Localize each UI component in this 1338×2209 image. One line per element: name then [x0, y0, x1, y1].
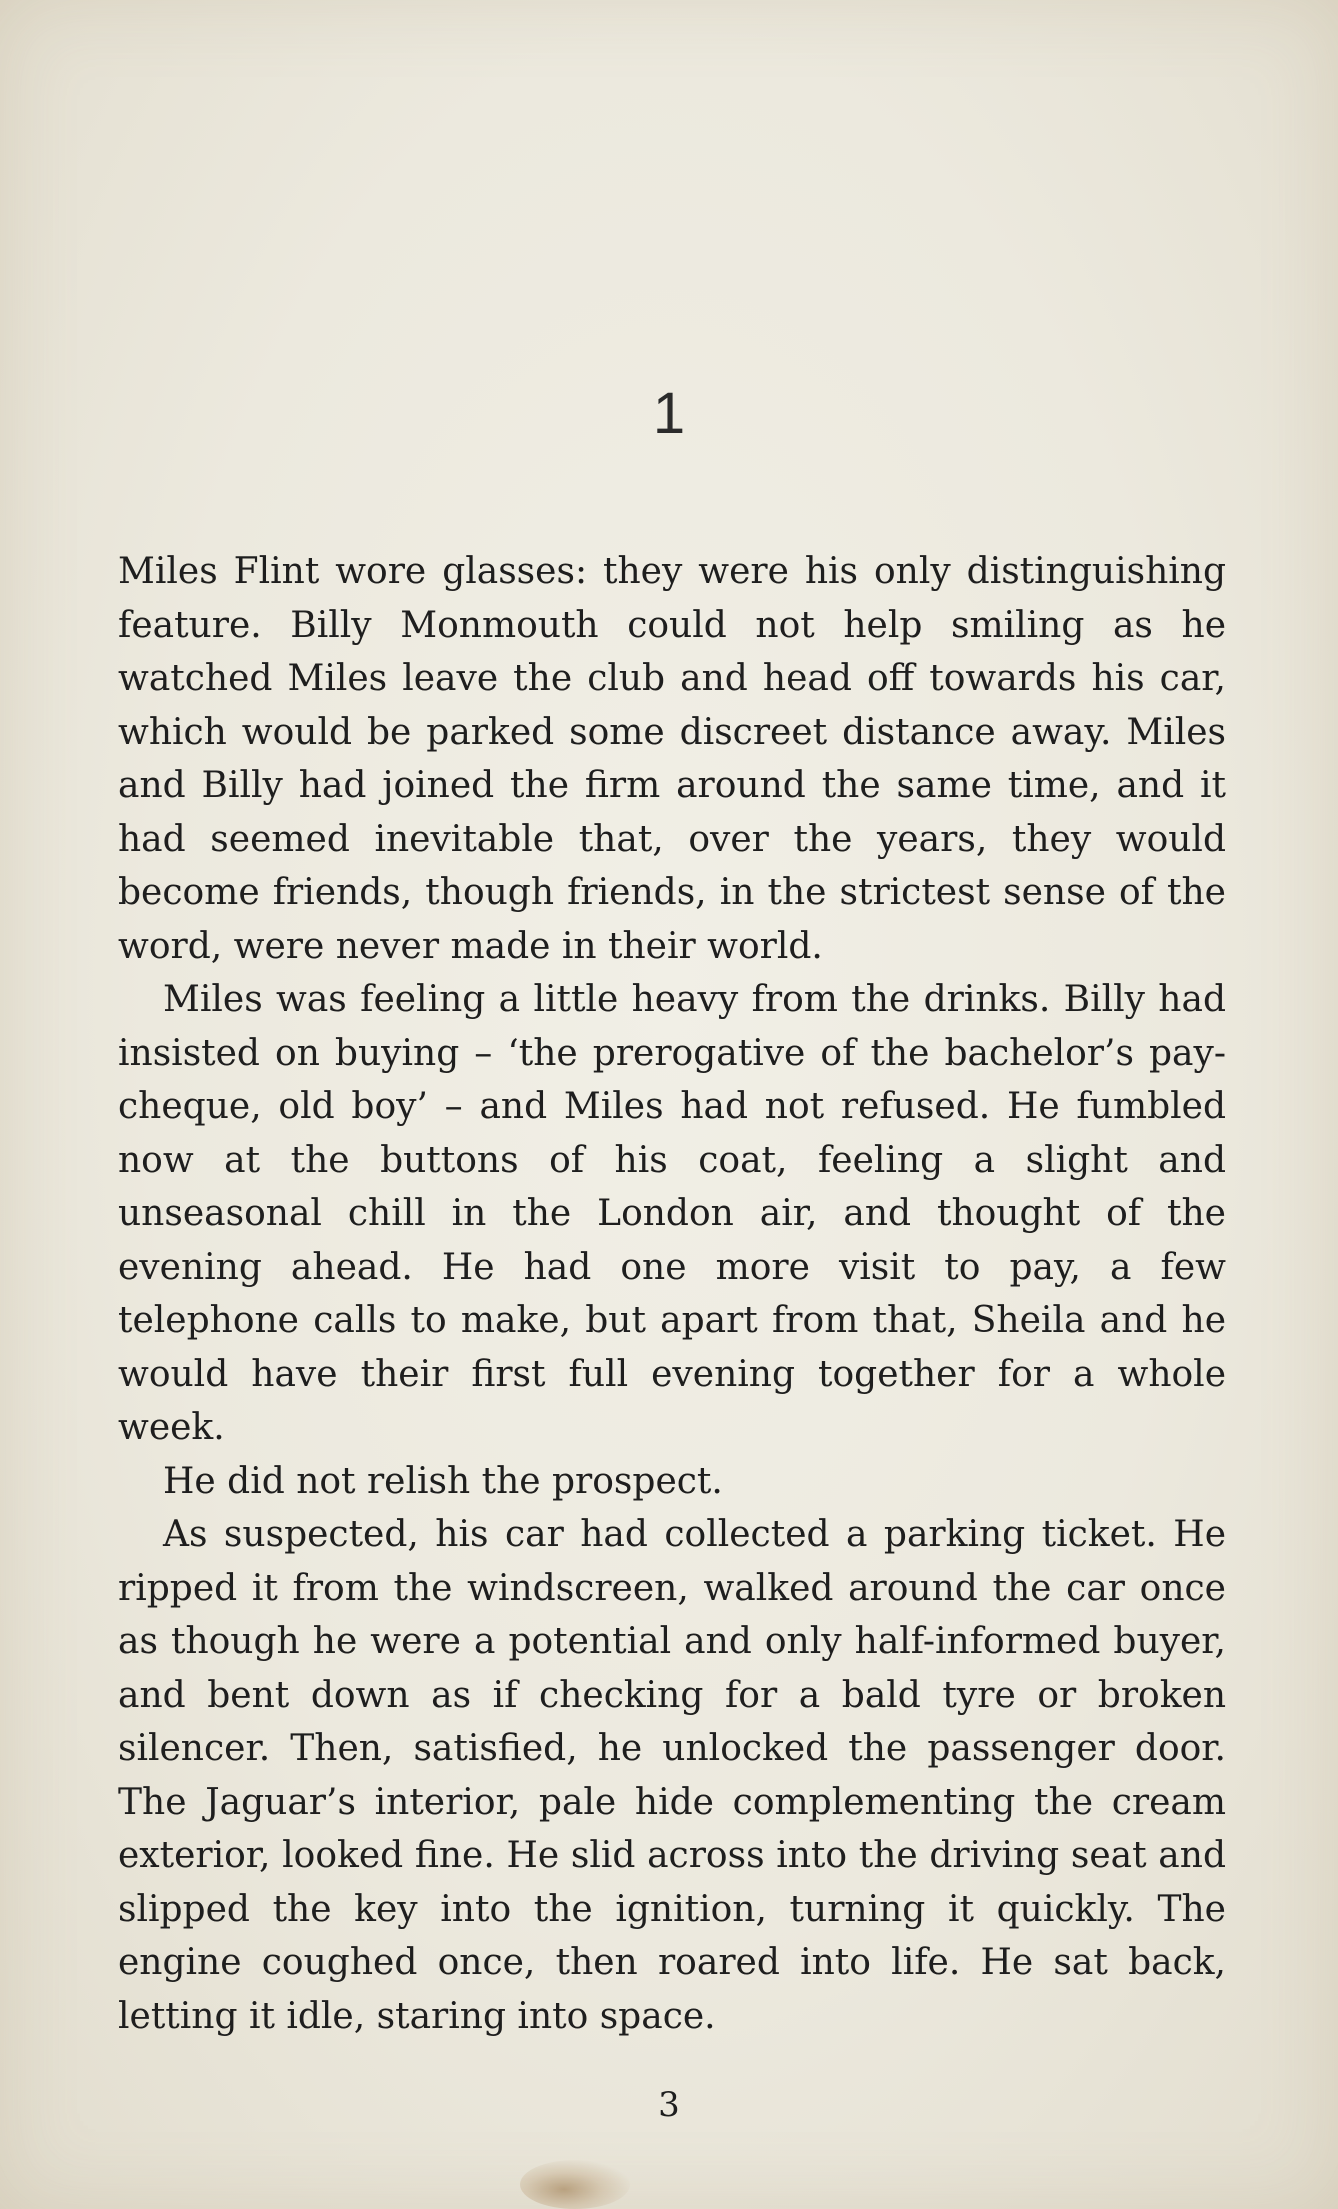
paragraph-3: He did not relish the prospect.	[163, 1460, 723, 1502]
paragraph-1: Miles Flint wore glasses: they were his only distinguishing feature. Billy Monmouth could not help smiling as he watched Miles leave the club and head off towards his car, which would be parked some discreet distance away. Miles and Billy had joined the firm around the same time, and it had seemed inevitable that, over the years, they would become friends, though friends, in the strictest sense of the word, were never made in their world.	[118, 551, 1226, 967]
paragraph-2: Miles was feeling a little heavy from the drinks. Billy had insisted on buying – ‘the prerogative of the bachelor’s pay-cheque, old boy’ – and Miles had not refused. He fumbled now at the buttons of his coat, feeling a slight and unseasonal chill in the London air, and thought of the evening ahead. He had one more visit to pay, a few telephone calls to make, but apart from that, Sheila and he would have their first full evening together for a whole week.	[118, 979, 1226, 1448]
paper-stain	[520, 2160, 630, 2209]
chapter-body	[118, 545, 1226, 2043]
page-number: 3	[658, 2085, 680, 2125]
chapter-number: 1	[652, 381, 686, 446]
paragraph-4: As suspected, his car had collected a parking ticket. He ripped it from the windscreen, walked around the car once as though he were a potential and only half-informed buyer, and bent down as if checking for a bald tyre or broken silencer. Then, satisfied, he unlocked the passenger door. The Jaguar’s interior, pale hide complementing the cream exterior, looked fine. He slid across into the driving seat and slipped the key into the ignition, turning it quickly. The engine coughed once, then roared into life. He sat back, letting it idle, staring into space.	[118, 1514, 1226, 2037]
